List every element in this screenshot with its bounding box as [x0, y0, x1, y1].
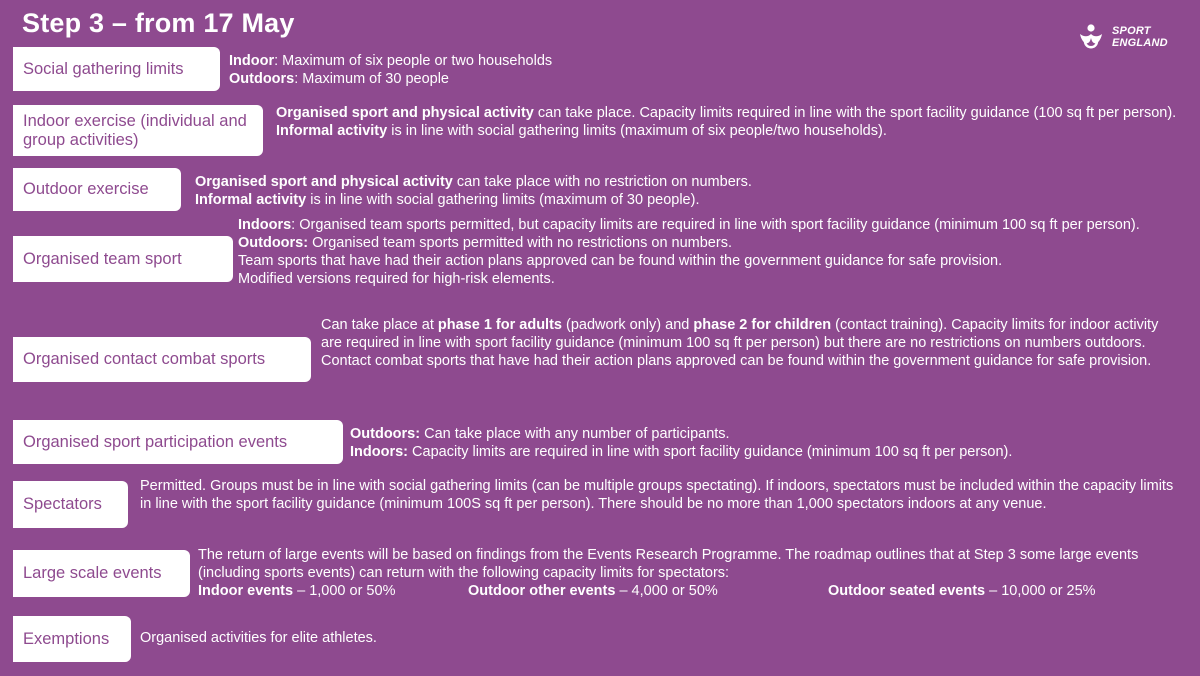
label-outdoor-exercise: Outdoor exercise	[13, 168, 181, 211]
sport-england-logo-icon	[1076, 22, 1106, 52]
label-indoor-exercise: Indoor exercise (individual and group activities)	[13, 105, 263, 156]
label-spectators: Spectators	[13, 481, 128, 528]
label-organised-contact-combat-sports: Organised contact combat sports	[13, 337, 311, 382]
label-social-gathering-limits: Social gathering limits	[13, 47, 220, 91]
desc-outdoor-exercise: Organised sport and physical activity can take place with no restriction on numbers. Informal activity is in line with social gathering limits (maximum of 30 people).	[195, 174, 752, 208]
sport-england-logo	[1076, 22, 1168, 52]
label-large-scale-events: Large scale events	[13, 550, 190, 597]
desc-exemptions: Organised activities for elite athletes.	[140, 630, 377, 646]
page-title: Step 3 – from 17 May	[22, 8, 295, 38]
logo-text: SPORT ENGLAND	[1112, 25, 1168, 49]
desc-organised-sport-participation-events: Outdoors: Can take place with any number of participants. Indoors: Capacity limits are required in line with sport facility guidance (minimum 100 sq ft per person).	[350, 426, 1013, 460]
desc-organised-contact-combat-sports: Can take place at phase 1 for adults (padwork only) and phase 2 for children (contact training). Capacity limits for indoor activity are required in line with sport facility guidance (minimum 100 sq ft per person) but there are no restrictions on numbers outdoors. Contact combat sports that have had their action plans approved can be found within the government guidance for safe provision.	[321, 317, 1159, 369]
desc-indoor-exercise: Organised sport and physical activity can take place. Capacity limits required in line with the sport facility guidance (100 sq ft per person). Informal activity is in line with social gathering limits (maximum of six people/two households).	[276, 105, 1177, 139]
desc-spectators: Permitted. Groups must be in line with social gathering limits (can be multiple groups spectating). If indoors, spectators must be included within the capacity limits in line with the sport facility guidance (minimum 100S sq ft per person). There should be no more than 1,000 spectators indoors at any venue.	[140, 478, 1174, 512]
desc-social-gathering-limits: Indoor: Maximum of six people or two households Outdoors: Maximum of 30 people	[229, 53, 553, 87]
label-organised-sport-participation-events: Organised sport participation events	[13, 420, 343, 464]
label-organised-team-sport: Organised team sport	[13, 236, 233, 282]
desc-organised-team-sport: Indoors: Organised team sports permitted, but capacity limits are required in line with sport facility guidance (minimum 100 sq ft per person). Outdoors: Organised team sports permitted with no restrictions on numbers. Team sports that have had their action plans approved can be found within the government guidance for safe provision. Modified versions required for high-risk elements.	[238, 217, 1140, 287]
desc-large-scale-events: The return of large events will be based on findings from the Events Research Programme. The roadmap outlines that at Step 3 some large events (including sports events) can return with the following capacity limits for spectators: Indoor events – 1,000 or 50% Outdoor other events – 4,000 or 50% Outdoor seated events – 10,000 or 25%	[198, 547, 1139, 599]
label-exemptions: Exemptions	[13, 616, 131, 662]
